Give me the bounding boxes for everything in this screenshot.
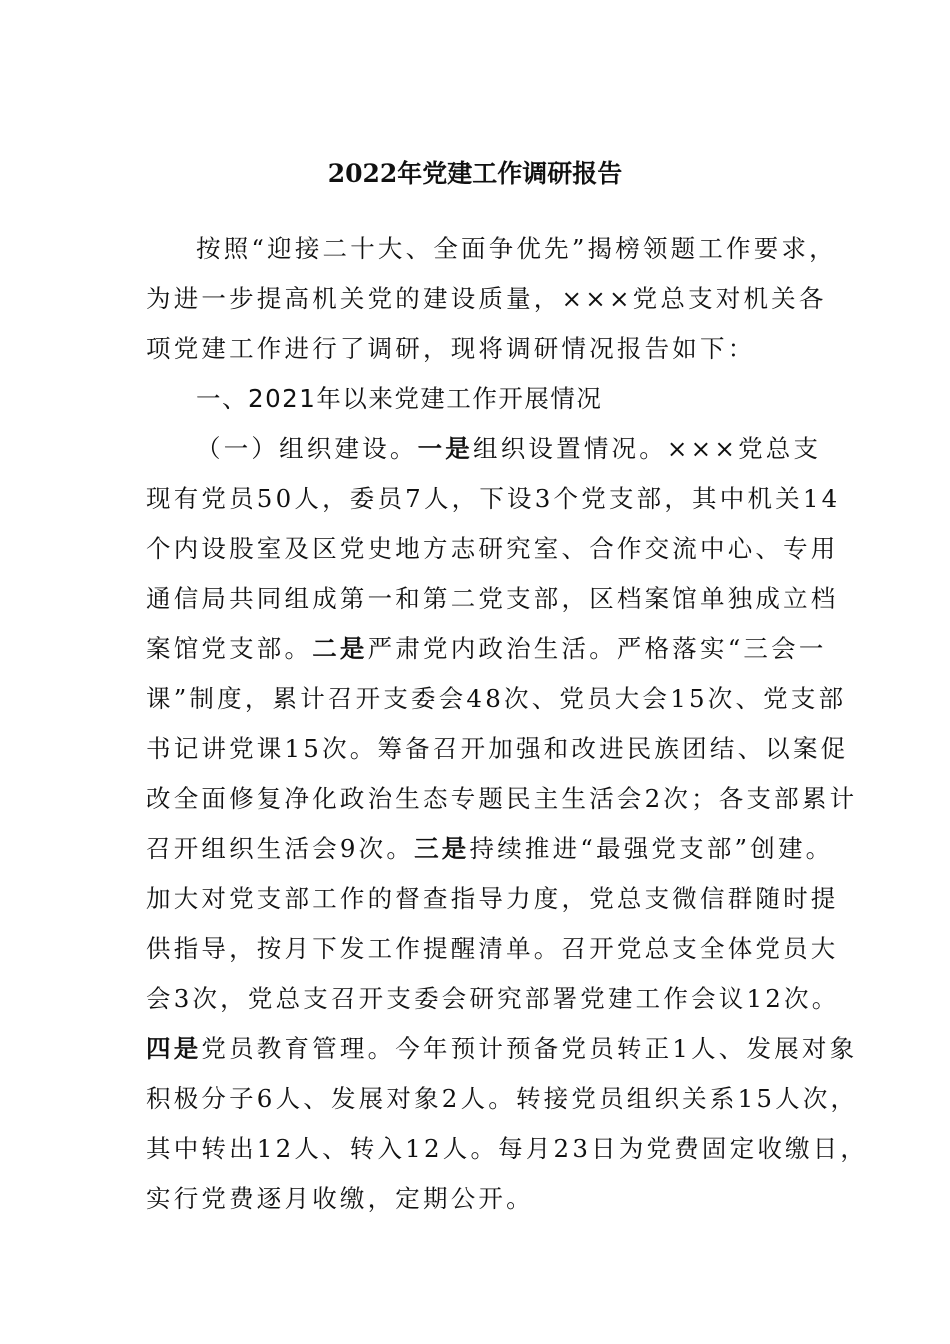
- paragraph-line-6: 课”制度，累计召开支委会48次、党员大会15次、党支部: [146, 684, 847, 713]
- paragraph-text: 案馆党支部。: [146, 634, 313, 663]
- paragraph-text: 严肃党内政治生活。严格落实“三会一: [367, 634, 827, 663]
- bold-marker-4: 四是: [146, 1034, 202, 1063]
- paragraph-text: 组织设置情况。×××党总支: [473, 434, 822, 463]
- paragraph-line-1: [146, 424, 822, 474]
- paragraph-text: 持续推进“最强党支部”创建。: [469, 834, 834, 863]
- section-heading: 一、2021年以来党建工作开展情况: [196, 384, 603, 413]
- bold-marker-3: 三是: [414, 834, 470, 863]
- paragraph-text: 召开组织生活会9次。: [146, 834, 415, 863]
- paragraph-line-10: 加大对党支部工作的督查指导力度，党总支微信群随时提: [146, 884, 839, 913]
- intro-line-3: 项党建工作进行了调研，现将调研情况报告如下：: [146, 334, 756, 363]
- paragraph-line-15: 其中转出12人、转入12人。每月23日为党费固定收缴日，: [146, 1134, 869, 1163]
- document-body: [146, 224, 869, 1224]
- paragraph-line-13: [146, 1024, 858, 1074]
- bold-marker-2: 二是: [312, 634, 368, 663]
- paragraph-line-11: 供指导，按月下发工作提醒清单。召开党总支全体党员大: [146, 934, 839, 963]
- paragraph-line-16: 实行党费逐月收缴，定期公开。: [146, 1184, 534, 1213]
- paragraph-line-9: [146, 824, 834, 874]
- paragraph-line-14: 积极分子6人、发展对象2人。转接党员组织关系15人次，: [146, 1084, 859, 1113]
- paragraph-line-2: 现有党员50人，委员7人，下设3个党支部，其中机关14: [146, 484, 841, 513]
- paragraph-line-12: 会3次，党总支召开支委会研究部署党建工作会议12次。: [146, 984, 840, 1013]
- paragraph-line-4: 通信局共同组成第一和第二党支部，区档案馆单独成立档: [146, 584, 839, 613]
- paragraph-line-5: [146, 624, 827, 674]
- paragraph-line-3: 个内设股室及区党史地方志研究室、合作交流中心、专用: [146, 534, 839, 563]
- paragraph-line-7: 书记讲党课15次。筹备召开加强和改进民族团结、以案促: [146, 734, 849, 763]
- paragraph-text: 党员教育管理。今年预计预备党员转正1人、发展对象: [201, 1034, 858, 1063]
- bold-marker-1: 一是: [417, 434, 474, 463]
- page-title: 2022年党建工作调研报告: [327, 159, 623, 188]
- intro-line-2: 为进一步提高机关党的建设质量，×××党总支对机关各: [146, 284, 827, 313]
- paragraph-line-8: 改全面修复净化政治生态专题民主生活会2次；各支部累计: [146, 784, 858, 813]
- subsection-label: （一）组织建设。: [196, 434, 418, 463]
- intro-line-1: 按照“迎接二十大、全面争优先”揭榜领题工作要求，: [196, 234, 837, 263]
